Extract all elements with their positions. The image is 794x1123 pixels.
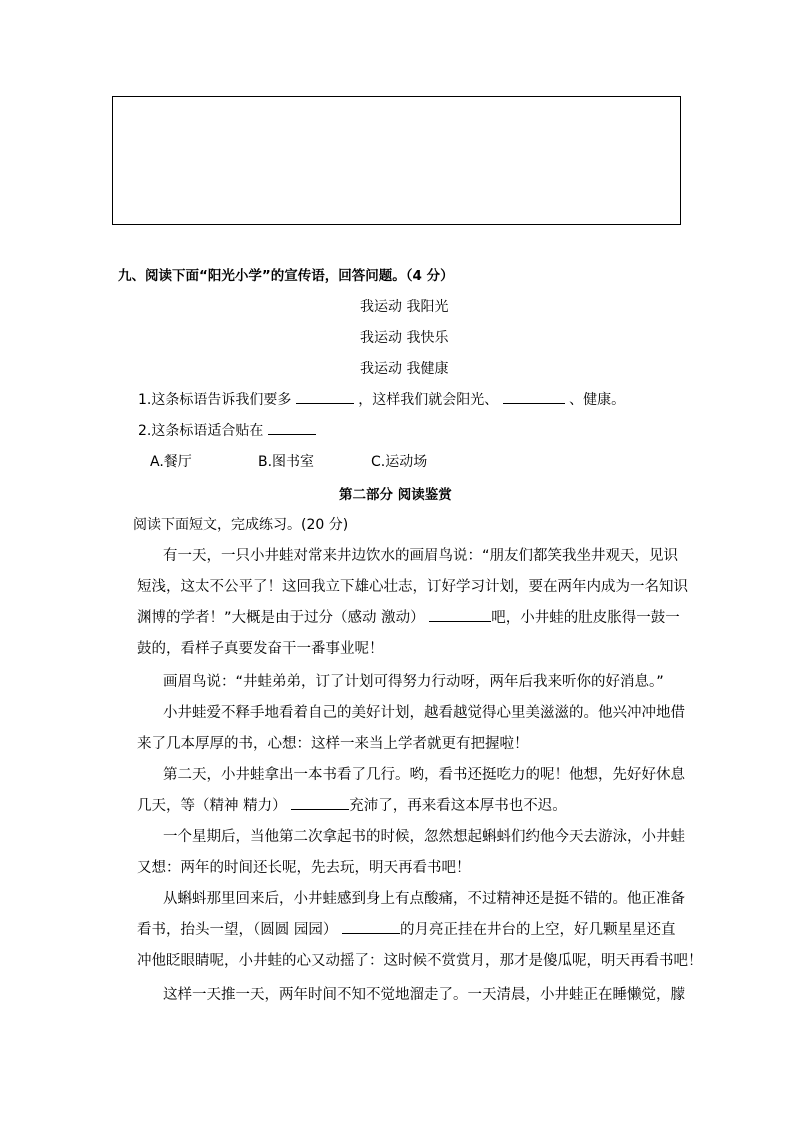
question-2 bbox=[138, 420, 316, 440]
question-1 bbox=[138, 389, 625, 409]
question-1-text-c: 、健康。 bbox=[569, 392, 626, 408]
slogan-line-1: 我运动 我阳光 bbox=[360, 299, 449, 315]
passage-line-13-text-a: 看书，抬头一望，（圆圆 园园） bbox=[137, 922, 338, 938]
passage-line-5: 画眉鸟说：“井蛙弟弟，订了计划可得努力行动呀，两年后我来听你的好消息。” bbox=[163, 674, 664, 690]
answer-box bbox=[112, 96, 681, 225]
passage-line-14: 冲他眨眼睛呢，小井蛙的心又动摇了：这时候不赏赏月，那才是傻瓜呢，明天再看书吧！ bbox=[137, 953, 703, 969]
passage-line-6: 小井蛙爱不释手地看着自己的美好计划，越看越觉得心里美滋滋的。他兴冲冲地借 bbox=[163, 705, 685, 721]
passage-line-15: 这样一天推一天，两年时间不知不觉地溜走了。一天清晨，小井蛙正在睡懒觉，朦 bbox=[163, 987, 685, 1003]
question-1-text-a: 1.这条标语告诉我们要多 bbox=[138, 392, 292, 408]
part-2-title: 第二部分 阅读鉴赏 bbox=[339, 487, 452, 503]
passage-blank-3[interactable] bbox=[342, 919, 400, 934]
passage-line-3 bbox=[137, 606, 680, 627]
passage-line-3-text-a: 渊博的学者！”大概是由于过分（感动 激动） bbox=[137, 610, 425, 626]
passage-line-9-text-b: 充沛了，再来看这本厚书也不迟。 bbox=[349, 798, 567, 814]
slogan-line-3: 我运动 我健康 bbox=[360, 361, 449, 377]
option-c[interactable]: C.运动场 bbox=[371, 454, 428, 470]
question-2-text: 2.这条标语适合贴在 bbox=[138, 423, 264, 439]
passage-line-9 bbox=[137, 794, 567, 815]
passage-line-1: 有一天，一只小井蛙对常来井边饮水的画眉鸟说：“朋友们都笑我坐井观天，见识 bbox=[163, 548, 679, 564]
passage-line-3-text-b: 吧，小井蛙的肚皮胀得一鼓一 bbox=[491, 610, 680, 626]
passage-line-10: 一个星期后，当他第二次拿起书的时候，忽然想起蝌蚪们约他今天去游泳，小井蛙 bbox=[163, 829, 685, 845]
passage-line-9-text-a: 几天，等（精神 精力） bbox=[137, 798, 287, 814]
passage-blank-2[interactable] bbox=[291, 795, 349, 810]
option-b[interactable]: B.图书室 bbox=[258, 454, 315, 470]
reading-instruction: 阅读下面短文，完成练习。(20 分) bbox=[133, 517, 349, 533]
slogan-line-2: 我运动 我快乐 bbox=[360, 330, 449, 346]
passage-line-12: 从蝌蚪那里回来后，小井蛙感到身上有点酸痛，不过精神还是挺不错的。他正准备 bbox=[163, 891, 685, 907]
question-1-text-b: ，这样我们就会阳光、 bbox=[358, 392, 499, 408]
question-1-blank-1[interactable] bbox=[296, 389, 354, 404]
section-9-heading: 九、阅读下面“阳光小学”的宣传语，回答问题。（4 分） bbox=[118, 268, 454, 284]
passage-line-11: 又想：两年的时间还长呢，先去玩，明天再看书吧！ bbox=[137, 860, 471, 876]
question-2-blank[interactable] bbox=[268, 420, 316, 435]
passage-line-7: 来了几本厚厚的书，心想：这样一来当上学者就更有把握啦！ bbox=[137, 736, 529, 752]
passage-line-8: 第二天，小井蛙拿出一本书看了几行。哟，看书还挺吃力的呢！他想，先好好休息 bbox=[163, 767, 685, 783]
passage-line-2: 短浅，这太不公平了！这回我立下雄心壮志，订好学习计划，要在两年内成为一名知识 bbox=[137, 579, 688, 595]
passage-line-4: 鼓的，看样子真要发奋干一番事业呢！ bbox=[137, 641, 384, 657]
question-1-blank-2[interactable] bbox=[503, 389, 565, 404]
option-a[interactable]: A.餐厅 bbox=[150, 454, 192, 470]
passage-line-13-text-b: 的月亮正挂在井台的上空，好几颗星星还直 bbox=[399, 922, 676, 938]
passage-blank-1[interactable] bbox=[429, 607, 491, 622]
passage-line-13 bbox=[137, 918, 675, 939]
